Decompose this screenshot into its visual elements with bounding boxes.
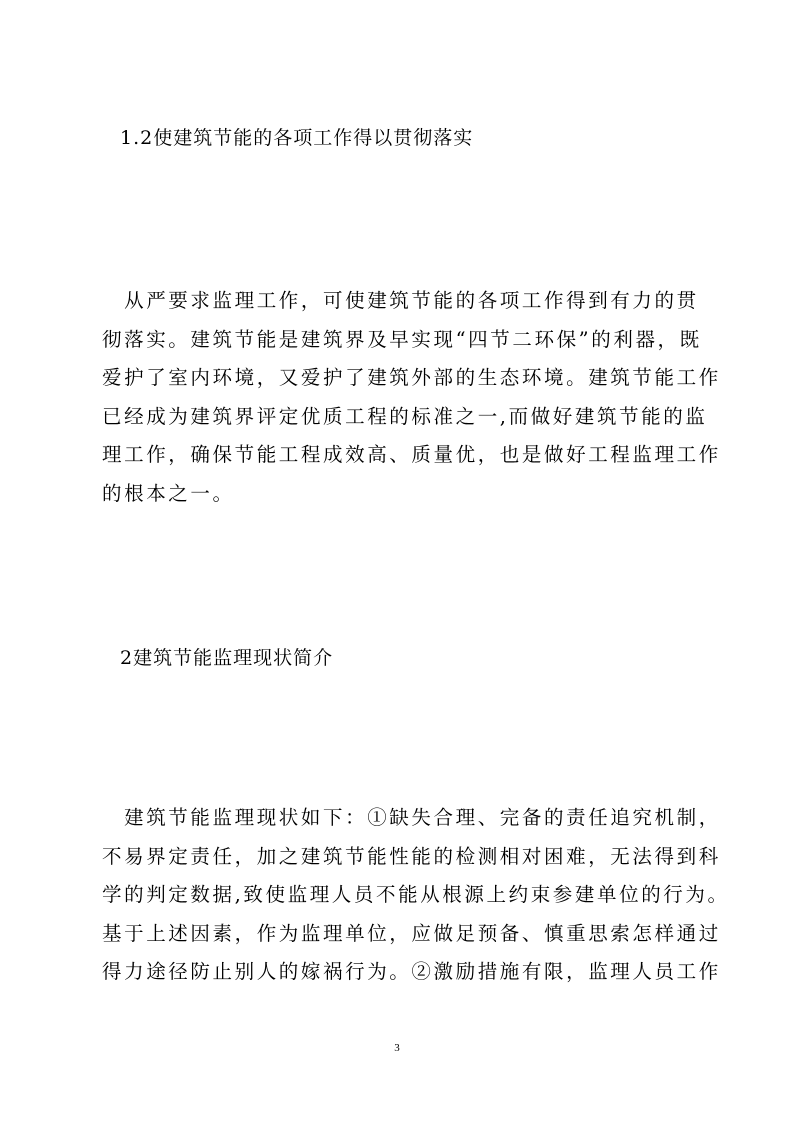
paragraph-line: 理工作，确保节能工程成效高、质量优，也是做好工程监理工作 [102,443,721,466]
paragraph-line: 不易界定责任，加之建筑节能性能的检测相对困难，无法得到科 [102,844,721,868]
paragraph-line: 彻落实。建筑节能是建筑界及早实现“四节二环保”的利器，既 [102,327,702,351]
page-number: 3 [394,1042,400,1054]
paragraph-line: 已经成为建筑界评定优质工程的标准之一,而做好建筑节能的监 [102,404,708,428]
paragraph-line: 学的判定数据,致使监理人员不能从根源上约束参建单位的行为。 [102,883,730,906]
section-2-paragraph [102,799,730,992]
paragraph-line: 得力途径防止别人的嫁祸行为。②激励措施有限，监理人员工作 [102,960,721,983]
paragraph-line: 从严要求监理工作，可使建筑节能的各项工作得到有力的贯 [102,289,699,312]
section-heading-2: 2建筑节能监理现状简介 [120,647,334,669]
section-heading-1-2: 1.2使建筑节能的各项工作得以贯彻落实 [120,127,474,149]
section-1-2-paragraph [102,282,721,513]
paragraph-line: 的根本之一。 [102,481,235,505]
paragraph-line: 基于上述因素，作为监理单位，应做足预备、慎重思索怎样通过 [102,921,721,945]
paragraph-line: 爱护了室内环境，又爱护了建筑外部的生态环境。建筑节能工作 [102,366,721,389]
paragraph-line: 建筑节能监理现状如下：①缺失合理、完备的责任追究机制， [102,806,721,829]
